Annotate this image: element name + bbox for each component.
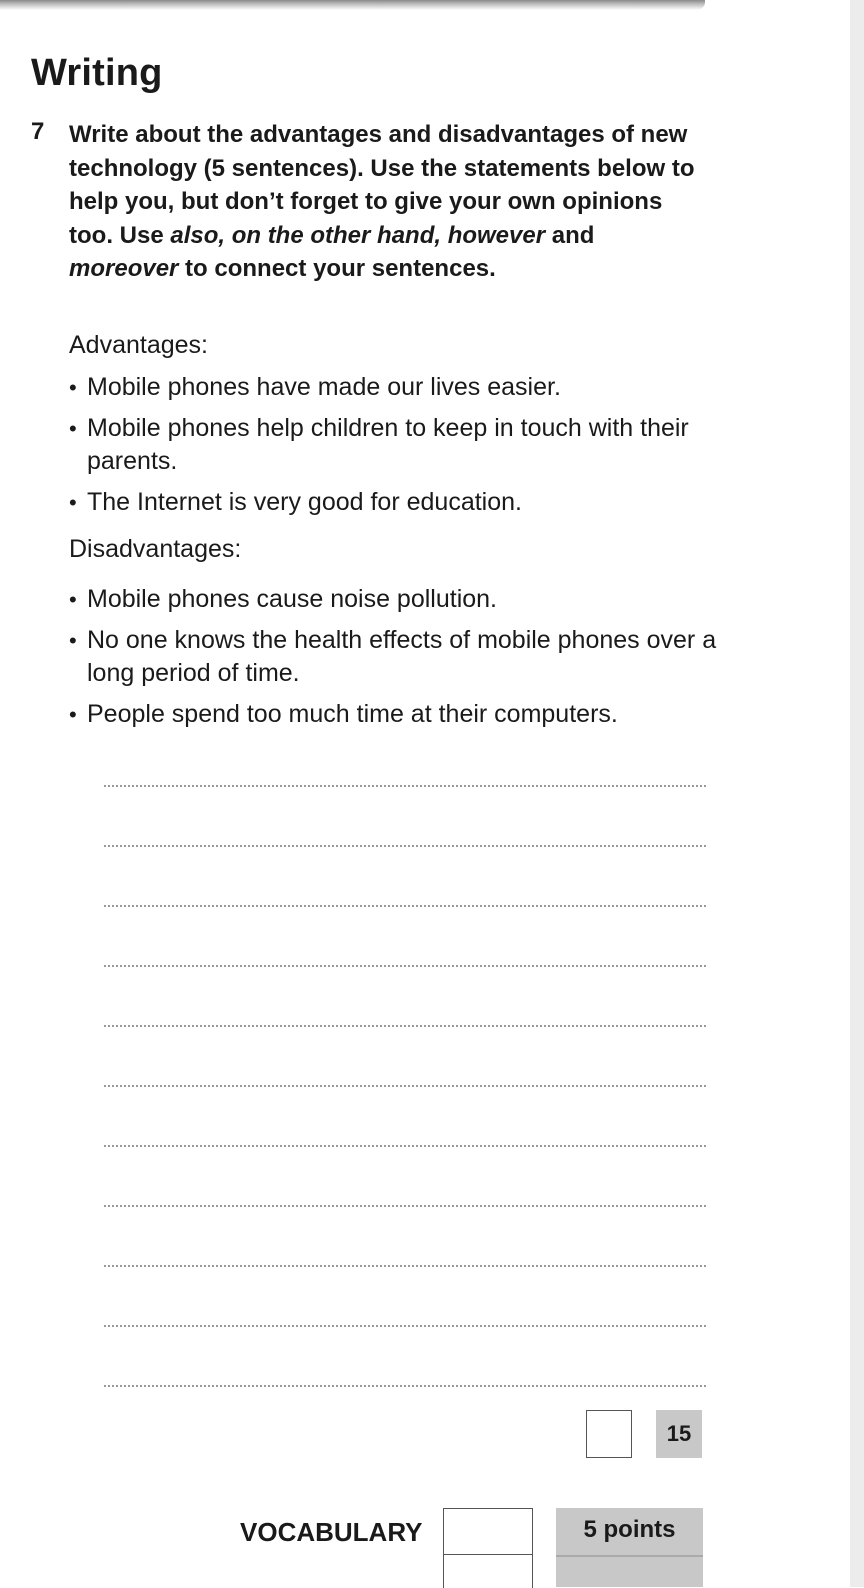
- list-item: • Mobile phones help children to keep in touch with their parents.: [69, 414, 689, 475]
- score-total: 15: [656, 1410, 702, 1458]
- bullet-icon: •: [69, 702, 77, 727]
- instruction-text-3: to connect your sentences.: [178, 255, 496, 282]
- answer-line[interactable]: [104, 905, 706, 907]
- instruction-text-2: and: [545, 221, 595, 249]
- task-number: 7: [31, 118, 45, 145]
- answer-line[interactable]: [104, 1325, 706, 1327]
- bullet-icon: •: [69, 587, 77, 612]
- vocabulary-points: 5 points: [583, 1516, 676, 1543]
- answer-line[interactable]: [104, 965, 706, 967]
- list-item: • People spend too much time at their computers.: [69, 698, 719, 731]
- answer-line[interactable]: [104, 845, 706, 847]
- task-instructions: [69, 118, 709, 286]
- vocabulary-points-divider: [556, 1555, 703, 1557]
- vocabulary-box-divider: [444, 1554, 532, 1555]
- instruction-text-1: Write about the advantages and disadvantages of new technology (5 sentences). Use the statements below to help you, but don’t forget to give your own opinions too. Use: [69, 121, 695, 249]
- bullet-icon: •: [69, 416, 77, 441]
- score-input-box[interactable]: [586, 1410, 632, 1458]
- section-heading: Writing: [31, 52, 163, 94]
- disadvantages-list: [69, 583, 719, 739]
- answer-line[interactable]: [104, 1385, 706, 1387]
- answer-line[interactable]: [104, 1085, 706, 1087]
- bullet-icon: •: [69, 490, 77, 515]
- disadvantages-label: Disadvantages:: [69, 535, 242, 563]
- list-item: • No one knows the health effects of mobile phones over a long period of time.: [69, 626, 717, 687]
- answer-lines[interactable]: [104, 785, 706, 1445]
- answer-line[interactable]: [104, 1205, 706, 1207]
- answer-line[interactable]: [104, 785, 706, 787]
- vocabulary-points-box: [556, 1508, 703, 1587]
- vocabulary-label: VOCABULARY: [240, 1517, 423, 1547]
- instruction-italic-connectors: also, on the other hand, however: [170, 221, 546, 249]
- instruction-italic-moreover: moreover: [69, 255, 179, 282]
- list-item: • Mobile phones have made our lives easier.: [69, 371, 719, 404]
- bullet-icon: •: [69, 628, 77, 653]
- vocabulary-score-box[interactable]: [443, 1508, 533, 1588]
- answer-line[interactable]: [104, 1145, 706, 1147]
- answer-line[interactable]: [104, 1025, 706, 1027]
- answer-line[interactable]: [104, 1265, 706, 1267]
- page-edge-strip: [850, 0, 864, 1587]
- advantages-list: [69, 371, 719, 527]
- list-item: • Mobile phones cause noise pollution.: [69, 583, 719, 616]
- advantages-label: Advantages:: [69, 331, 208, 359]
- bullet-icon: •: [69, 375, 77, 400]
- list-item: • The Internet is very good for education.: [69, 486, 719, 519]
- page-top-shadow: [0, 0, 705, 10]
